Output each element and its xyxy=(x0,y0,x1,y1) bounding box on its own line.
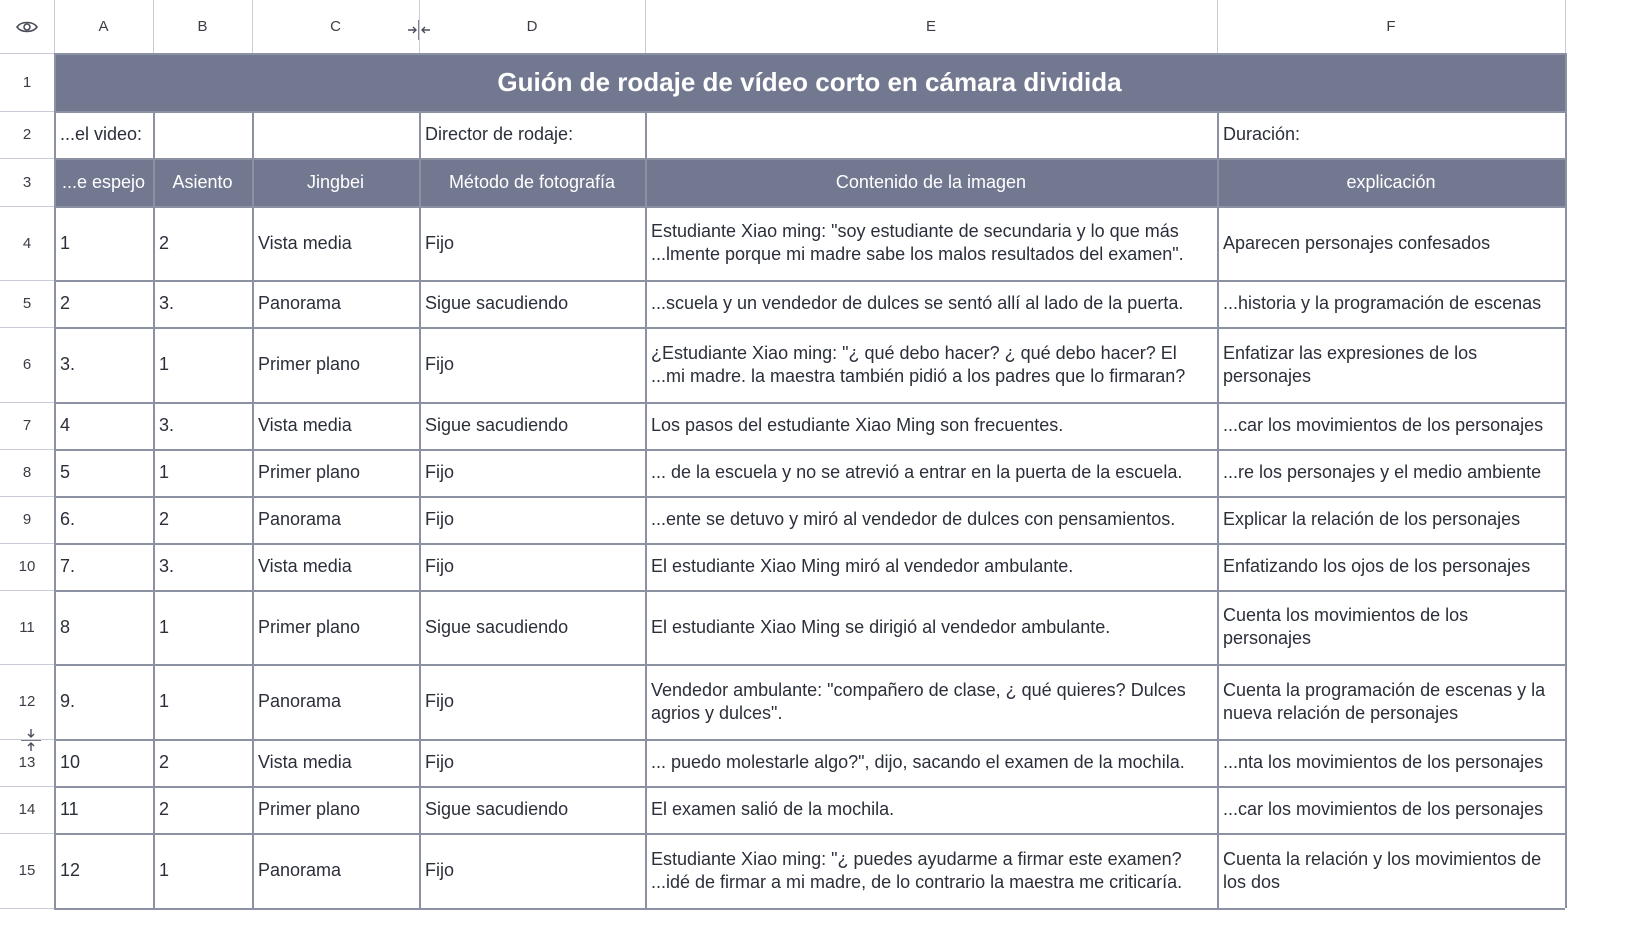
table-cell[interactable]: Fijo xyxy=(425,556,455,576)
gridline xyxy=(0,53,54,54)
table-cell[interactable]: 7. xyxy=(60,556,76,576)
row-header-1[interactable]: 1 xyxy=(22,73,32,91)
gridline xyxy=(54,53,56,111)
gridline xyxy=(54,739,1565,741)
gridline xyxy=(54,206,1565,208)
gridline xyxy=(645,0,646,53)
gridline xyxy=(54,543,1565,545)
gridline xyxy=(54,402,1565,404)
table-cell[interactable]: 2 xyxy=(159,232,170,253)
table-cell[interactable]: ...re los personajes y el medio ambiente xyxy=(1223,462,1542,482)
table-cell[interactable]: 4 xyxy=(60,415,71,435)
gridline xyxy=(1565,111,1567,908)
gridline xyxy=(54,111,56,908)
table-cell[interactable]: Vista media xyxy=(258,232,352,253)
empty-cell-b2[interactable] xyxy=(153,111,252,158)
table-cell[interactable]: Panorama xyxy=(258,691,342,711)
table-cell[interactable]: Fijo xyxy=(425,860,455,880)
table-cell[interactable]: 12 xyxy=(60,860,81,880)
table-header-cell[interactable]: Método de fotografía xyxy=(419,158,645,206)
gridline xyxy=(54,0,55,53)
row-header-2[interactable]: 2 xyxy=(22,126,32,143)
gridline xyxy=(0,206,54,207)
gridline xyxy=(0,543,54,544)
table-cell[interactable]: Cuenta la relación y los movimientos de los dos xyxy=(1223,848,1542,892)
eye-icon[interactable] xyxy=(0,0,54,53)
table-cell[interactable]: 1 xyxy=(159,616,170,637)
table-cell[interactable]: 2 xyxy=(159,509,170,529)
gridline xyxy=(153,111,155,908)
table-cell[interactable]: Sigue sacudiendo xyxy=(425,799,569,819)
table-cell[interactable]: Fijo xyxy=(425,691,455,711)
gridline xyxy=(0,449,54,450)
gridline xyxy=(252,0,253,53)
table-cell[interactable]: 2 xyxy=(159,752,170,772)
gridline xyxy=(0,327,54,328)
column-header-f[interactable]: F xyxy=(1217,0,1565,53)
gridline xyxy=(419,0,420,53)
gridline xyxy=(1565,0,1566,53)
table-cell[interactable]: ...scuela y un vendedor de dulces se sentó allí al lado de la puerta. xyxy=(651,293,1184,313)
gridline xyxy=(1217,0,1218,53)
gridline xyxy=(54,53,1565,55)
row-header-10[interactable]: 10 xyxy=(18,558,36,575)
table-cell[interactable]: 1 xyxy=(159,354,170,374)
table-cell[interactable]: 1 xyxy=(159,860,170,880)
gridline xyxy=(0,833,54,834)
row-header-14[interactable]: 14 xyxy=(18,801,36,818)
gridline xyxy=(54,664,1565,666)
gridline xyxy=(54,158,1565,160)
column-header-a[interactable]: A xyxy=(54,0,153,53)
gridline xyxy=(645,111,647,908)
table-cell[interactable]: ...car los movimientos de los personajes xyxy=(1223,415,1544,435)
column-header-b[interactable]: B xyxy=(153,0,252,53)
table-cell[interactable]: Estudiante Xiao ming: "¿ puedes ayudarme a firmar este examen? ...idé de firmar a mi madre, de lo contrario la maestra me criticaría. xyxy=(651,848,1183,892)
table-cell[interactable]: Primer plano xyxy=(258,354,361,374)
table-cell[interactable]: Fijo xyxy=(425,354,455,374)
table-cell[interactable]: Primer plano xyxy=(258,616,361,637)
gridline xyxy=(0,786,54,787)
table-cell[interactable]: Cuenta la programación de escenas y la nueva relación de personajes xyxy=(1223,679,1546,723)
row-header-15[interactable]: 15 xyxy=(18,862,36,879)
table-cell[interactable]: 6. xyxy=(60,509,76,529)
gridline xyxy=(0,402,54,403)
table-cell[interactable]: 10 xyxy=(60,752,81,772)
table-cell[interactable]: ...ente se detuvo y miró al vendedor de dulces con pensamientos. xyxy=(651,509,1176,529)
table-header-cell[interactable]: Contenido de la imagen xyxy=(645,158,1217,206)
table-cell[interactable]: Primer plano xyxy=(258,462,361,482)
table-header-cell[interactable]: explicación xyxy=(1217,158,1565,206)
gridline xyxy=(0,664,54,665)
gridline xyxy=(54,449,1565,451)
gridline xyxy=(54,590,1565,592)
gridline xyxy=(419,111,421,908)
row-header-5[interactable]: 5 xyxy=(22,295,32,312)
table-cell[interactable]: Los pasos del estudiante Xiao Ming son frecuentes. xyxy=(651,415,1064,435)
table-cell[interactable]: 2 xyxy=(159,799,170,819)
table-cell[interactable]: Sigue sacudiendo xyxy=(425,616,569,637)
duration-label-cell[interactable]: Duración: xyxy=(1223,124,1301,144)
table-cell[interactable]: 9. xyxy=(60,691,76,711)
gridline xyxy=(54,496,1565,498)
gridline xyxy=(54,327,1565,329)
table-cell[interactable]: Sigue sacudiendo xyxy=(425,293,569,313)
table-cell[interactable]: Vista media xyxy=(258,752,352,772)
gridline xyxy=(0,496,54,497)
table-cell[interactable]: 3. xyxy=(159,293,175,313)
table-cell[interactable]: Vista media xyxy=(258,556,352,576)
table-cell[interactable]: El examen salió de la mochila. xyxy=(651,799,895,819)
table-cell[interactable]: Enfatizando los ojos de los personajes xyxy=(1223,556,1531,576)
table-cell[interactable]: ...historia y la programación de escenas xyxy=(1223,293,1542,313)
director-label-cell[interactable]: Director de rodaje: xyxy=(425,124,574,144)
table-cell[interactable]: Estudiante Xiao ming: "soy estudiante de secundaria y lo que más ...lmente porque mi madre sabe los malos resultados del examen". xyxy=(651,221,1184,264)
gridline xyxy=(54,833,1565,835)
table-cell[interactable]: Vista media xyxy=(258,415,352,435)
table-header-cell[interactable]: Jingbei xyxy=(252,158,419,206)
table-cell[interactable]: Fijo xyxy=(425,232,455,253)
table-cell[interactable]: 3. xyxy=(60,354,76,374)
table-cell[interactable]: Panorama xyxy=(258,860,342,880)
gridline xyxy=(54,786,1565,788)
table-cell[interactable]: 1 xyxy=(159,462,170,482)
gridline xyxy=(0,908,54,909)
table-cell[interactable]: Fijo xyxy=(425,752,455,772)
empty-cell-e2[interactable] xyxy=(645,111,1217,158)
table-cell[interactable]: Explicar la relación de los personajes xyxy=(1223,509,1521,529)
row-resize-icon[interactable] xyxy=(19,727,43,753)
gridline xyxy=(54,111,1565,113)
row-header-8[interactable]: 8 xyxy=(22,464,32,481)
table-cell[interactable]: ...car los movimientos de los personajes xyxy=(1223,799,1544,819)
table-cell[interactable]: 3. xyxy=(159,415,175,435)
table-cell[interactable]: Panorama xyxy=(258,293,342,313)
table-cell[interactable]: 2 xyxy=(60,293,71,313)
table-cell[interactable]: ... de la escuela y no se atrevió a entrar en la puerta de la escuela. xyxy=(651,462,1183,482)
table-cell[interactable]: 3. xyxy=(159,556,175,576)
table-cell[interactable]: 1 xyxy=(159,691,170,711)
table-cell[interactable]: ...nta los movimientos de los personajes xyxy=(1223,752,1544,772)
row-header-13[interactable]: 13 xyxy=(18,754,36,771)
gridline xyxy=(1217,111,1219,908)
video-label-cell[interactable]: ...el video: xyxy=(60,124,143,144)
gridline xyxy=(252,111,254,908)
gridline xyxy=(153,0,154,53)
table-cell[interactable]: Vendedor ambulante: "compañero de clase, ¿ qué quieres? Dulces agrios y dulces". xyxy=(651,679,1186,723)
gridline xyxy=(0,280,54,281)
gridline xyxy=(1565,53,1567,111)
column-header-e[interactable]: E xyxy=(645,0,1217,53)
row-header-7[interactable]: 7 xyxy=(22,417,32,434)
table-header-cell[interactable]: ...e espejo xyxy=(54,158,153,206)
gridline xyxy=(0,158,54,159)
row-header-9[interactable]: 9 xyxy=(22,511,32,528)
table-cell[interactable]: Fijo xyxy=(425,509,455,529)
empty-cell-c2[interactable] xyxy=(252,111,419,158)
gridline xyxy=(0,739,54,740)
sheet-title[interactable]: Guión de rodaje de vídeo corto en cámara dividida xyxy=(54,53,1565,111)
gridline xyxy=(0,590,54,591)
table-cell[interactable]: 5 xyxy=(60,462,71,482)
table-cell[interactable]: 8 xyxy=(60,616,71,637)
table-cell[interactable]: ¿Estudiante Xiao ming: "¿ qué debo hacer? ¿ qué debo hacer? El ...mi madre. la maestra también pidió a los padres que lo firmaran? xyxy=(651,342,1186,386)
table-cell[interactable]: Cuenta los movimientos de los personajes xyxy=(1223,605,1469,648)
row-header-6[interactable]: 6 xyxy=(22,356,32,373)
table-cell[interactable]: El estudiante Xiao Ming miró al vendedor ambulante. xyxy=(651,556,1074,576)
row-header-12[interactable]: 12 xyxy=(18,693,36,710)
column-header-d[interactable]: D xyxy=(419,0,645,53)
table-cell[interactable]: 1 xyxy=(60,232,71,253)
gridline xyxy=(0,111,54,112)
table-cell[interactable]: Aparecen personajes confesados xyxy=(1223,232,1491,253)
table-cell[interactable]: Fijo xyxy=(425,462,455,482)
gridline xyxy=(54,280,1565,282)
row-header-3[interactable]: 3 xyxy=(22,173,32,191)
column-header-c[interactable]: C xyxy=(252,0,419,53)
gridline xyxy=(54,908,1565,910)
table-cell[interactable]: El estudiante Xiao Ming se dirigió al vendedor ambulante. xyxy=(651,616,1111,637)
table-cell[interactable]: 11 xyxy=(60,799,79,819)
table-cell[interactable]: Enfatizar las expresiones de los personajes xyxy=(1223,342,1478,386)
table-cell[interactable]: Primer plano xyxy=(258,799,361,819)
table-header-cell[interactable]: Asiento xyxy=(153,158,252,206)
table-cell[interactable]: Panorama xyxy=(258,509,342,529)
table-cell[interactable]: ... puedo molestarle algo?", dijo, sacando el examen de la mochila. xyxy=(651,752,1185,772)
row-header-11[interactable]: 11 xyxy=(19,618,35,636)
row-header-4[interactable]: 4 xyxy=(22,234,32,252)
table-cell[interactable]: Sigue sacudiendo xyxy=(425,415,569,435)
